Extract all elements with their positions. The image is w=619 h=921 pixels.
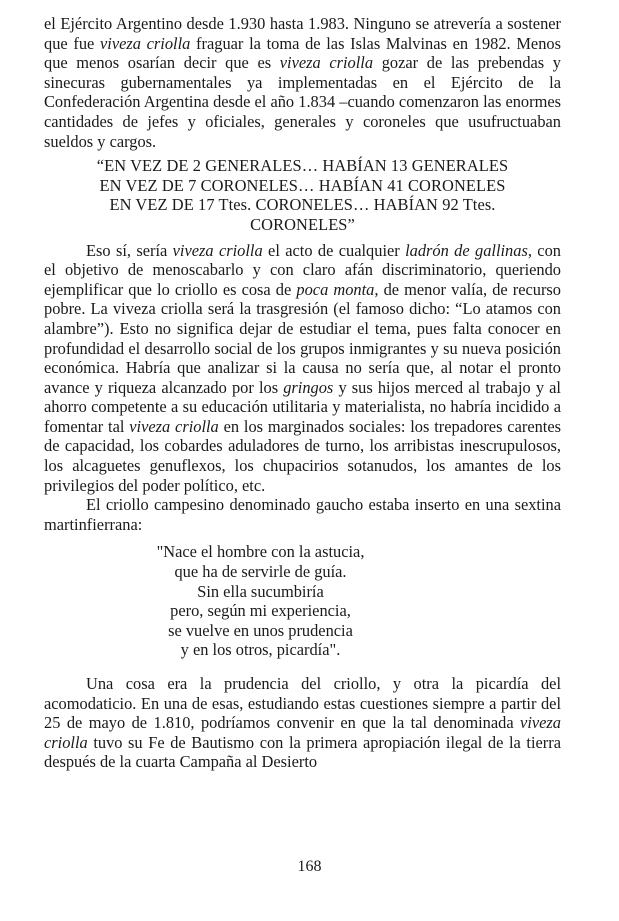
paragraph-2: [44, 241, 561, 496]
text-run: el Ejército Argentino desde 1.930 hasta 1.983. Ninguno se atrevería a sostener que fue: [44, 14, 561, 53]
uppercase-quote: [52, 156, 553, 234]
text-run: Eso sí, sería: [86, 240, 173, 260]
italic-run: viveza criolla: [44, 713, 561, 752]
italic-run: ladrón de gallinas: [405, 240, 528, 260]
text-run: fraguar la toma de las Islas Malvinas en 1982. Menos que menos osarían decir que es: [44, 33, 561, 73]
poem-line: y en los otros, picardía".: [180, 640, 341, 660]
poem-sextina: [44, 542, 561, 660]
quote-line: CORONELES”: [250, 214, 355, 234]
text-run: , de menor valía, de recurso pobre. La viveza criolla será la trasgresión (el famoso dicho: “Lo atamos con alambre”). Esto no significa dejar de estudiar el tema, pues falta conocer en profundidad el desarrollo social de los grupos inmigrantes y su nueva posición económica. Habría que analizar si la causa no sería que, al notar el pronto avance y riqueza alcanzado por los: [44, 279, 562, 397]
quote-line: “EN VEZ DE 2 GENERALES… HABÍAN 13 GENERALES: [96, 156, 509, 176]
poem-line: se vuelve en unos prudencia: [168, 620, 353, 640]
text-run: Una cosa era la prudencia del criollo, y otra la picardía del acomodaticio. En una de esas, estudiando estas cuestiones siempre a partir del 25 de mayo de 1.810, podríamos convenir en que la tal denominada: [44, 674, 561, 733]
poem-line: pero, según mi experiencia,: [170, 601, 351, 621]
quote-line: EN VEZ DE 7 CORONELES… HABÍAN 41 CORONELES: [99, 175, 506, 195]
text-run: , con el objetivo de menoscabarlo y con claro afán discriminatorio, queriendo ejemplificar que lo criollo es cosa de: [44, 240, 561, 299]
italic-run: poca monta: [296, 279, 375, 299]
page-body: [44, 14, 561, 772]
italic-run: viveza criolla: [279, 53, 374, 73]
text-run: tuvo su Fe de Bautismo con la primera apropiación ilegal de la tierra después de la cuarta Campaña al Desierto: [44, 732, 561, 772]
text-run: y sus hijos merced al trabajo y al ahorro competente a su educación utilitaria y materialista, no habría incidido a fomentar tal: [44, 377, 561, 436]
poem-line: que ha de servirle de guía.: [174, 562, 347, 582]
paragraph-1: [44, 14, 561, 151]
poem-line: "Nace el hombre con la astucia,: [156, 542, 365, 562]
quote-line: EN VEZ DE 17 Ttes. CORONELES… HABÍAN 92 Ttes.: [109, 195, 496, 215]
text-run: el acto de cualquier: [262, 240, 406, 260]
text-run: en los marginados sociales: los trepadores carentes de capacidad, los cobardes aduladores de turno, los arribistas inescrupulosos, los alcaguetes genuflexos, los chupacirios sotanudos, los amantes de los privilegios del poder político, etc.: [44, 416, 561, 495]
page-number: 168: [297, 858, 322, 875]
italic-run: viveza criolla: [172, 240, 263, 260]
text-run: gozar de las prebendas y sinecuras gubernamentales ya implementadas en el Ejército de la Confederación Argentina desde el año 1.834 –cuando comenzaron las enormes cantidades de jefes y oficiales, generales y coroneles que usufructuaban sueldos y cargos.: [44, 53, 562, 151]
paragraph-4: [44, 674, 561, 772]
italic-run: viveza criolla: [100, 33, 191, 53]
paragraph-3: El criollo campesino denominado gaucho estaba inserto en una sextina martinfierrana:: [44, 495, 561, 534]
italic-run: viveza criolla: [129, 416, 219, 436]
poem-line: Sin ella sucumbiría: [197, 581, 324, 601]
italic-run: gringos: [283, 377, 334, 397]
